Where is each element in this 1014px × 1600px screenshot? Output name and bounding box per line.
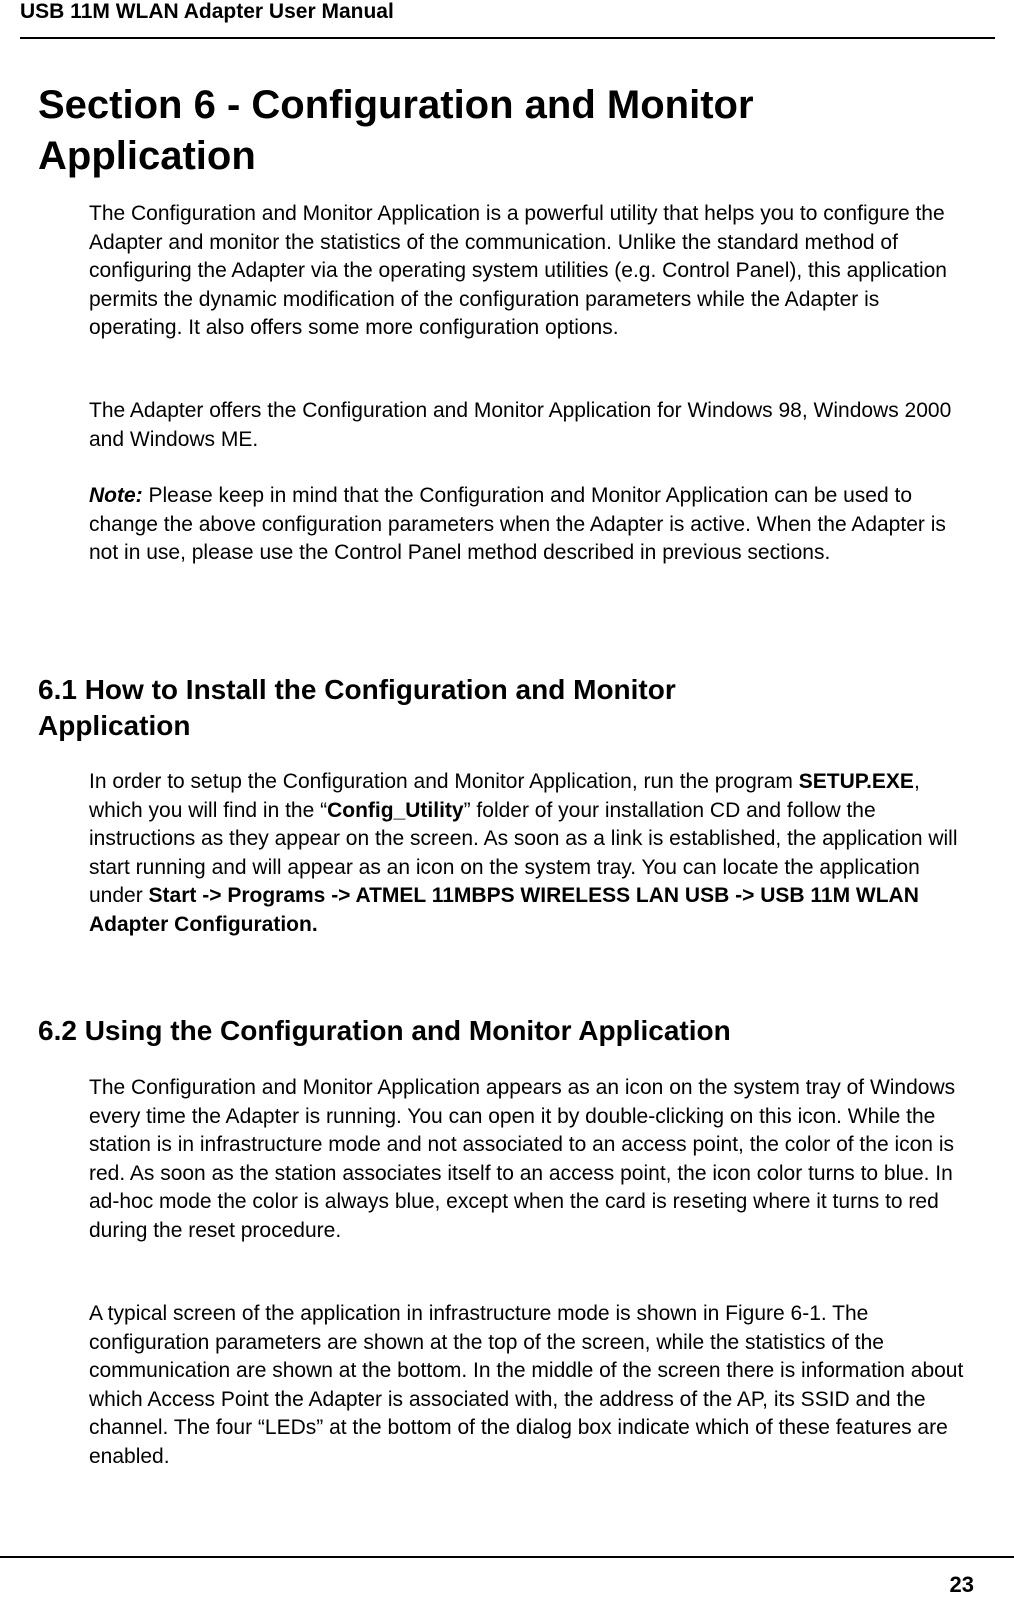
platforms-paragraph: The Adapter offers the Configuration and Monitor Application for Windows 98, Windows 2000 and Windows ME. [89,399,952,451]
intro-paragraph: The Configuration and Monitor Application is a powerful utility that helps you to configure the Adapter and monitor the statistics of the communication. Unlike the standard method of configuring the Adapter via the operating system utilities (e.g. Control Panel), this application permits the dynamic modification of the configuration parameters while the Adapter is operating. It also offers some more configuration options. [89,202,947,339]
subsection-6-1-heading-line1: 6.1 How to Install the Configuration and Monitor [38,674,676,705]
start-menu-path: Start -> Programs -> ATMEL 11MBPS WIRELESS LAN USB -> USB 11M WLAN Adapter Configuration. [89,884,919,936]
setup-exe-filename: SETUP.EXE [798,770,914,793]
install-paragraph [89,768,974,939]
note-paragraph [89,482,974,568]
footer-divider [0,1556,1014,1558]
subsection-6-2-heading: 6.2 Using the Configuration and Monitor Application [38,1015,731,1046]
install-text-3: ” folder of your installation CD and follow the instructions as they appear on the screen. As soon as a link is established, the application will start running and will appear as an icon on the system tray. You can locate the application under [89,798,958,907]
install-text-1: In order to setup the Configuration and Monitor Application, run the program [89,770,799,793]
section-title-line1: Section 6 - Configuration and Monitor [38,83,754,127]
subsection-6-1-heading [38,672,978,744]
subsection-6-1-heading-line2: Application [38,710,191,741]
using-paragraph-1: The Configuration and Monitor Application appears as an icon on the system tray of Windows every time the Adapter is running. You can open it by double-clicking on this icon. While the station is in infrastructure mode and not associated to an access point, the color of the icon is red. As soon as the station associates itself to an access point, the icon color turns to blue. In ad-hoc mode the color is always blue, except when the card is reseting where it turns to red during the reset procedure. [89,1076,956,1242]
note-text: Please keep in mind that the Configuration and Monitor Application can be used to change the above configuration parameters when the Adapter is active. When the Adapter is not in use, please use the Control Panel method described in previous sections. [89,484,946,564]
note-label: Note: [89,484,143,507]
install-text-2: , which you will find in the “ [89,770,920,822]
header-divider [20,37,995,39]
config-utility-folder: Config_Utility [327,798,464,822]
section-title-line2: Application [38,134,256,178]
page-number: 23 [949,1572,974,1597]
page-header-title: USB 11M WLAN Adapter User Manual [20,0,394,23]
section-title [38,80,978,182]
using-paragraph-2: A typical screen of the application in infrastructure mode is shown in Figure 6-1. The configuration parameters are shown at the top of the screen, while the statistics of the communication are shown at the bottom. In the middle of the screen there is information about which Access Point the Adapter is associated with, the address of the AP, its SSID and the channel. The four “LEDs” at the bottom of the dialog box indicate which of these features are enabled. [89,1302,964,1468]
